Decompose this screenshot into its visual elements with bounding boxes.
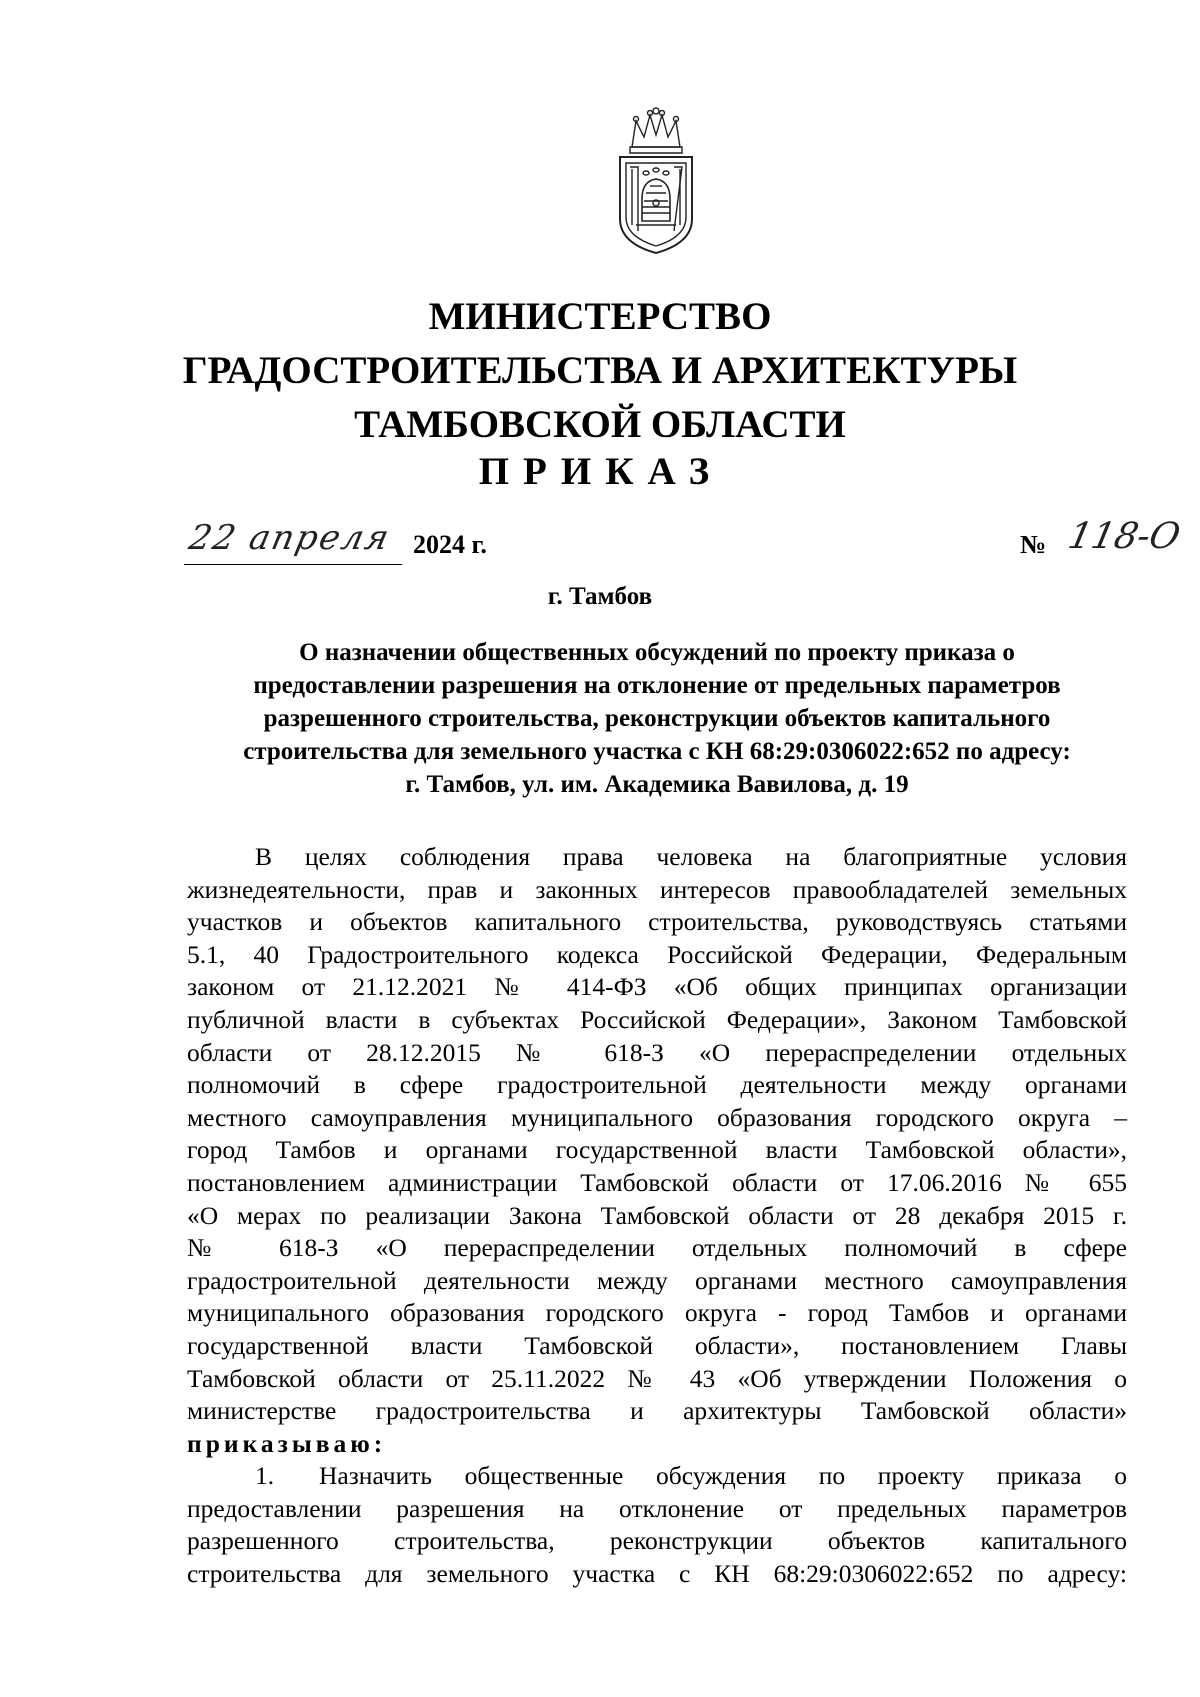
subject-line: строительства для земельного участка с КН 68:29:0306022:652 по адресу: bbox=[243, 738, 1071, 765]
year-text: 2024 г. bbox=[413, 530, 487, 559]
date-number-row bbox=[185, 516, 1184, 564]
ministry-line: ГРАДОСТРОИТЕЛЬСТВА И АРХИТЕКТУРЫ bbox=[182, 349, 1018, 392]
subject-line: О назначении общественных обсуждений по проекту приказа о bbox=[299, 639, 1015, 666]
body-line: постановлением администрации Тамбовской области от 17.06.2016 № 655 bbox=[187, 1167, 1127, 1197]
body-line: жизнедеятельности, прав и законных интересов правообладателей земельных bbox=[187, 874, 1127, 904]
body-line: город Тамбов и органами государственной власти Тамбовской области», bbox=[187, 1135, 1127, 1165]
document-type-title: ПРИКАЗ bbox=[478, 450, 724, 493]
body-line: участков и объектов капитального строительства, руководствуясь статьями bbox=[187, 907, 1127, 937]
order-body bbox=[187, 841, 1127, 1591]
body-line: градостроительной деятельности между органами местного самоуправления bbox=[187, 1265, 1127, 1295]
item-1-line: предоставлении разрешения на отклонение от предельных параметров bbox=[187, 1493, 1127, 1523]
body-line: публичной власти в субъектах Российской Федерации», Законом Тамбовской bbox=[187, 1004, 1127, 1034]
item-1-line: строительства для земельного участка с КН 68:29:0306022:652 по адресу: bbox=[187, 1559, 1127, 1589]
ministry-heading bbox=[0, 290, 1200, 452]
item-1-first-line bbox=[187, 1460, 1127, 1493]
handwritten-number: 118-О bbox=[1064, 516, 1184, 557]
body-line: законом от 21.12.2021 № 414-ФЗ «Об общих принципах организации bbox=[187, 972, 1127, 1002]
order-word: приказываю: bbox=[187, 1428, 387, 1458]
city-label: г. Тамбов bbox=[547, 583, 653, 610]
body-line: № 618-З «О перераспределении отдельных полномочий в сфере bbox=[187, 1233, 1127, 1263]
body-line: «О мерах по реализации Закона Тамбовской области от 28 декабря 2015 г. bbox=[187, 1200, 1127, 1230]
number-label: № bbox=[1020, 530, 1047, 559]
handwritten-date: 22 апреля bbox=[184, 518, 412, 565]
body-line: государственной власти Тамбовской области», постановлением Главы bbox=[187, 1330, 1127, 1360]
subject-line: г. Тамбов, ул. им. Академика Вавилова, д. 19 bbox=[405, 771, 909, 798]
order-subject bbox=[187, 636, 1127, 801]
body-line: области от 28.12.2015 № 618-З «О перераспределении отдельных bbox=[187, 1037, 1127, 1067]
tambov-region-coat-of-arms-icon bbox=[606, 107, 706, 255]
body-line: министерстве градостроительства и архитектуры Тамбовской области» bbox=[187, 1396, 1127, 1426]
body-line: полномочий в сфере градостроительной деятельности между органами bbox=[187, 1070, 1127, 1100]
body-line: Тамбовской области от 25.11.2022 № 43 «Об утверждении Положения о bbox=[187, 1363, 1127, 1393]
subject-line: предоставлении разрешения на отклонение от предельных параметров bbox=[253, 672, 1061, 699]
ministry-line: ТАМБОВСКОЙ ОБЛАСТИ bbox=[354, 403, 846, 446]
order-word-line bbox=[187, 1428, 1127, 1461]
body-line: местного самоуправления муниципального образования городского округа – bbox=[187, 1102, 1127, 1132]
subject-line: разрешенного строительства, реконструкции объектов капитального bbox=[263, 705, 1051, 732]
item-1-line: разрешенного строительства, реконструкции объектов капитального bbox=[187, 1526, 1127, 1556]
item-1-text: Назначить общественные обсуждения по проекту приказа о bbox=[319, 1461, 1127, 1491]
body-line: муниципального образования городского округа - город Тамбов и органами bbox=[187, 1298, 1127, 1328]
body-line: 5.1, 40 Градостроительного кодекса Российской Федерации, Федеральным bbox=[187, 939, 1127, 969]
ministry-line: МИНИСТЕРСТВО bbox=[428, 295, 772, 338]
body-line: В целях соблюдения права человека на благоприятные условия bbox=[255, 842, 1127, 871]
item-1-number: 1. bbox=[255, 1461, 275, 1491]
